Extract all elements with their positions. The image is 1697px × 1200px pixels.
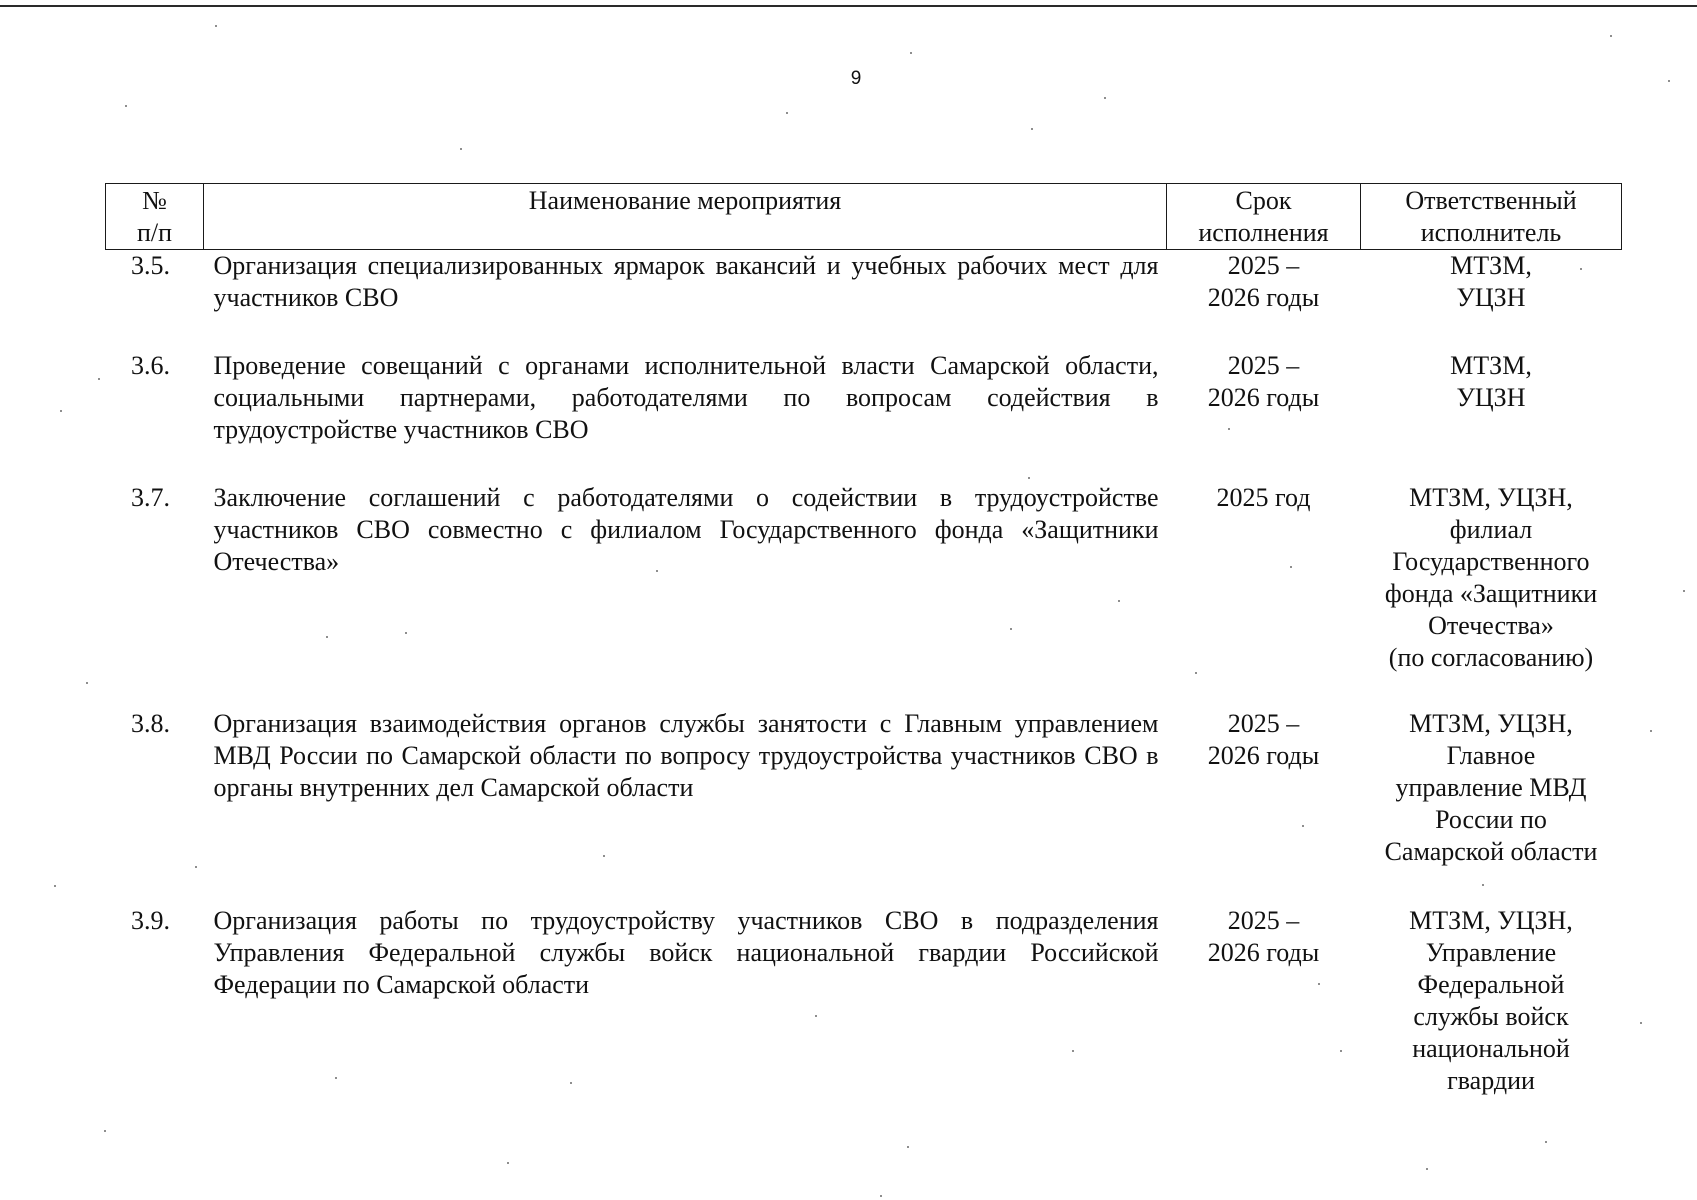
table-body [106,250,1622,1106]
scan-speck [815,1015,817,1017]
scan-speck [1610,35,1612,37]
row-deadline: 2025 – 2026 годы [1207,709,1320,770]
scan-speck [98,378,100,380]
scan-edge-line [0,5,1697,7]
scan-speck [405,632,407,634]
header-number: № п/п [106,184,204,250]
row-responsible: МТЗМ, УЦЗН, Управление Федеральной службы войск национальной гвардии [1409,906,1573,1095]
scan-speck [1426,1168,1428,1170]
scan-speck [1031,128,1033,130]
table-header [106,184,1622,250]
row-responsible: МТЗМ, УЦЗН, филиал Государственного фонда «Защитники Отечества» (по согласованию) [1384,483,1598,672]
row-event-name: Проведение совещаний с органами исполнительной власти Самарской области, социальными партнерами, работодателями по вопросам содействия в трудоустройстве участников СВО [213,351,1159,444]
scan-speck [60,410,62,412]
scan-speck [507,1162,509,1164]
scan-speck [1545,1141,1547,1143]
row-deadline: 2025 – 2026 годы [1207,351,1320,412]
row-event-name: Заключение соглашений с работодателями о содействии в трудоустройстве участников СВО совместно с филиалом Государственного фонда «Защитники Отечества» [213,483,1159,576]
table-row [106,250,1622,351]
scan-speck [656,570,658,572]
scan-speck [1340,1050,1342,1052]
row-responsible: МТЗМ, УЦЗН [1450,351,1532,412]
scan-speck [910,52,912,54]
scan-speck [1482,884,1484,886]
scan-speck [86,682,88,684]
row-event-name: Организация специализированных ярмарок вакансий и учебных рабочих мест для участников СВО [213,251,1159,312]
scan-speck [1290,566,1292,568]
scan-speck [335,1077,337,1079]
scan-speck [1640,1022,1642,1024]
scan-speck [907,1146,909,1148]
scan-speck [460,148,462,150]
header-responsible: Ответственный исполнитель [1361,184,1622,250]
table-row [106,905,1622,1105]
header-deadline: Срок исполнения [1167,184,1361,250]
row-number: 3.7. [131,483,170,512]
scan-speck [1650,730,1652,732]
header-row [106,184,1622,250]
page-number: 9 [850,68,862,89]
action-plan-table [105,183,1622,1105]
scan-speck [603,855,605,857]
scan-speck [1228,428,1230,430]
row-deadline: 2025 год [1216,483,1311,512]
table-row [106,482,1622,708]
header-event-name: Наименование мероприятия [204,184,1167,250]
row-responsible: МТЗМ, УЦЗН, Главное управление МВД России по Самарской области [1384,709,1598,866]
scan-speck [326,636,328,638]
scan-speck [195,866,197,868]
scan-speck [1072,1050,1074,1052]
scan-speck [1010,628,1012,630]
row-deadline: 2025 – 2026 годы [1207,251,1320,312]
table-row [106,708,1622,905]
row-event-name: Организация работы по трудоустройству участников СВО в подразделения Управления Федеральной службы войск национальной гвардии Российской Федерации по Самарской области [213,906,1159,999]
row-responsible: МТЗМ, УЦЗН [1450,251,1532,312]
scan-speck [125,105,127,107]
scan-speck [1302,825,1304,827]
scan-speck [1104,97,1106,99]
scan-speck [880,1195,882,1197]
scan-speck [1683,590,1685,592]
scan-speck [1118,600,1120,602]
scan-speck [1028,477,1030,479]
row-deadline: 2025 – 2026 годы [1207,906,1320,967]
scan-speck [570,1082,572,1084]
row-number: 3.6. [131,351,170,380]
row-number: 3.8. [131,709,170,738]
row-number: 3.5. [131,251,170,280]
scan-speck [54,885,56,887]
scan-speck [1195,672,1197,674]
scan-speck [1318,983,1320,985]
scan-speck [1580,268,1582,270]
scan-speck [215,25,217,27]
scan-speck [104,1130,106,1132]
scan-speck [786,112,788,114]
table-row [106,350,1622,482]
scan-speck [1668,80,1670,82]
row-number: 3.9. [131,906,170,935]
row-event-name: Организация взаимодействия органов службы занятости с Главным управлением МВД России по Самарской области по вопросу трудоустройства участников СВО в органы внутренних дел Самарской области [213,709,1159,802]
